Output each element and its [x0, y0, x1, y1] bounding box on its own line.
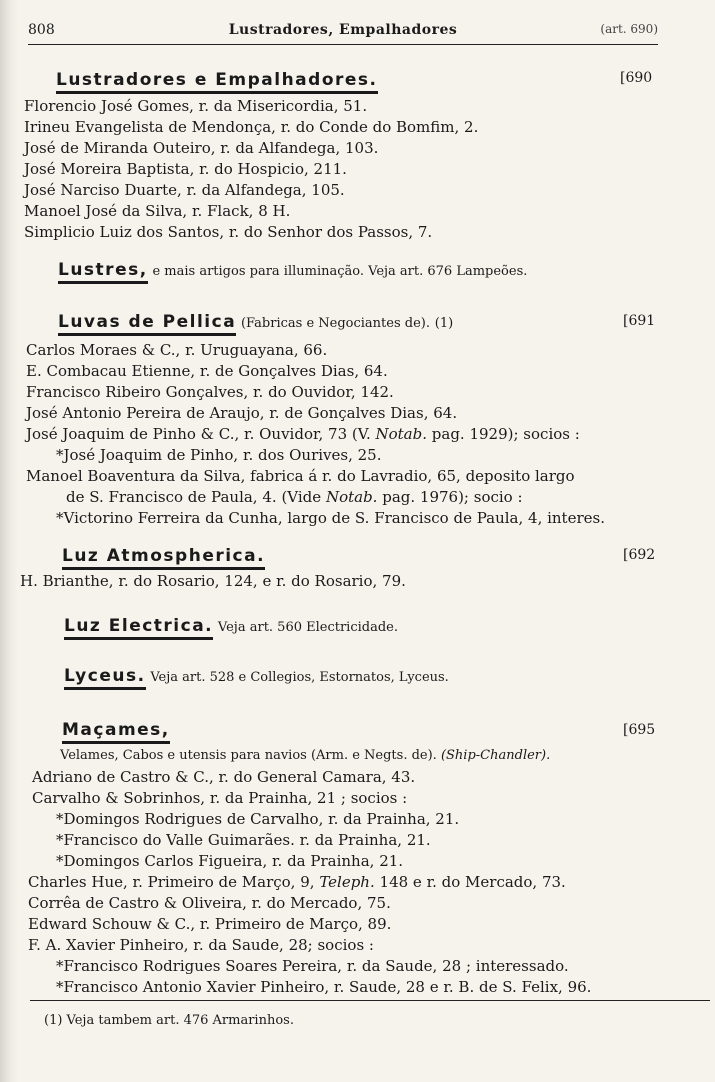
list-item: Adriano de Castro & C., r. do General Camara, 43.	[32, 768, 416, 786]
list-item: Manoel José da Silva, r. Flack, 8 H.	[24, 202, 291, 220]
section-art-695: [695	[623, 722, 656, 738]
footnote-rule	[30, 1000, 710, 1001]
list-item: Manoel Boaventura da Silva, fabrica á r. do Lavradio, 65, deposito largo	[26, 467, 575, 485]
section-description: Velames, Cabos e utensis para navios (Arm. e Negts. de). (Ship-Chandler).	[60, 748, 551, 763]
list-item: José Antonio Pereira de Araujo, r. de Gonçalves Dias, 64.	[26, 404, 458, 422]
list-item: José de Miranda Outeiro, r. da Alfandega, 103.	[24, 139, 379, 157]
list-item: Carvalho & Sobrinhos, r. da Prainha, 21 ; socios :	[32, 789, 408, 807]
list-item: *Domingos Carlos Figueira, r. da Prainha, 21.	[56, 852, 404, 870]
list-item: Edward Schouw & C., r. Primeiro de Março, 89.	[28, 915, 392, 933]
list-item: *José Joaquim de Pinho, r. dos Ourives, 25.	[56, 446, 382, 464]
list-item-pinho: José Joaquim de Pinho & C., r. Ouvidor, 73 (V. Notab. pag. 1929); socios :	[26, 425, 580, 443]
section-heading-macames: Maçames,	[62, 720, 170, 740]
list-item: Corrêa de Castro & Oliveira, r. do Mercado, 75.	[28, 894, 391, 912]
section-luz-electrica: Luz Electrica. Veja art. 560 Electricidade.	[64, 616, 398, 638]
list-item: E. Combacau Etienne, r. de Gonçalves Dias, 64.	[26, 362, 388, 380]
section-lyceus: Lyceus. Veja art. 528 e Collegios, Estornatos, Lyceus.	[64, 666, 449, 688]
list-item: H. Brianthe, r. do Rosario, 124, e r. do Rosario, 79.	[20, 572, 406, 590]
section-heading-luvas: Luvas de Pellica (Fabricas e Negociantes de). (1)	[58, 312, 453, 334]
running-head	[28, 22, 658, 44]
section-art-692: [692	[623, 547, 656, 563]
list-item: José Narciso Duarte, r. da Alfandega, 105.	[24, 181, 345, 199]
list-item: Carlos Moraes & C., r. Uruguayana, 66.	[26, 341, 328, 359]
list-item: Francisco Ribeiro Gonçalves, r. do Ouvidor, 142.	[26, 383, 394, 401]
running-title: Lustradores, Empalhadores	[228, 22, 458, 38]
list-item: *Francisco do Valle Guimarães. r. da Prainha, 21.	[56, 831, 431, 849]
header-rule	[28, 44, 658, 45]
list-item: *Francisco Rodrigues Soares Pereira, r. da Saude, 28 ; interessado.	[56, 957, 569, 975]
list-item: *Victorino Ferreira da Cunha, largo de S. Francisco de Paula, 4, interes.	[56, 509, 605, 527]
running-art-ref: (art. 690)	[600, 22, 658, 36]
section-heading-luz-atmospherica: Luz Atmospherica.	[62, 546, 265, 566]
list-item: Florencio José Gomes, r. da Misericordia, 51.	[24, 97, 368, 115]
list-item: *Francisco Antonio Xavier Pinheiro, r. Saude, 28 e r. B. de S. Felix, 96.	[56, 978, 592, 996]
section-art-691: [691	[623, 313, 656, 329]
list-item-continued: de S. Francisco de Paula, 4. (Vide Notab. pag. 1976); socio :	[66, 488, 523, 506]
list-item-hue: Charles Hue, r. Primeiro de Março, 9, Teleph. 148 e r. do Mercado, 73.	[28, 873, 566, 891]
list-item: F. A. Xavier Pinheiro, r. da Saude, 28; socios :	[28, 936, 374, 954]
list-item: Irineu Evangelista de Mendonça, r. do Conde do Bomfim, 2.	[24, 118, 479, 136]
list-item: José Moreira Baptista, r. do Hospicio, 211.	[24, 160, 347, 178]
list-item: Simplicio Luiz dos Santos, r. do Senhor dos Passos, 7.	[24, 223, 433, 241]
section-art-690: [690	[620, 70, 653, 86]
footnote: (1) Veja tambem art. 476 Armarinhos.	[44, 1013, 294, 1028]
page-gutter-shadow	[0, 0, 18, 1082]
page-number: 808	[28, 22, 55, 38]
section-heading-lustradores: Lustradores e Empalhadores.	[56, 70, 378, 90]
list-item: *Domingos Rodrigues de Carvalho, r. da Prainha, 21.	[56, 810, 460, 828]
section-lustres: Lustres, e mais artigos para illuminação. Veja art. 676 Lampeões.	[58, 260, 527, 282]
